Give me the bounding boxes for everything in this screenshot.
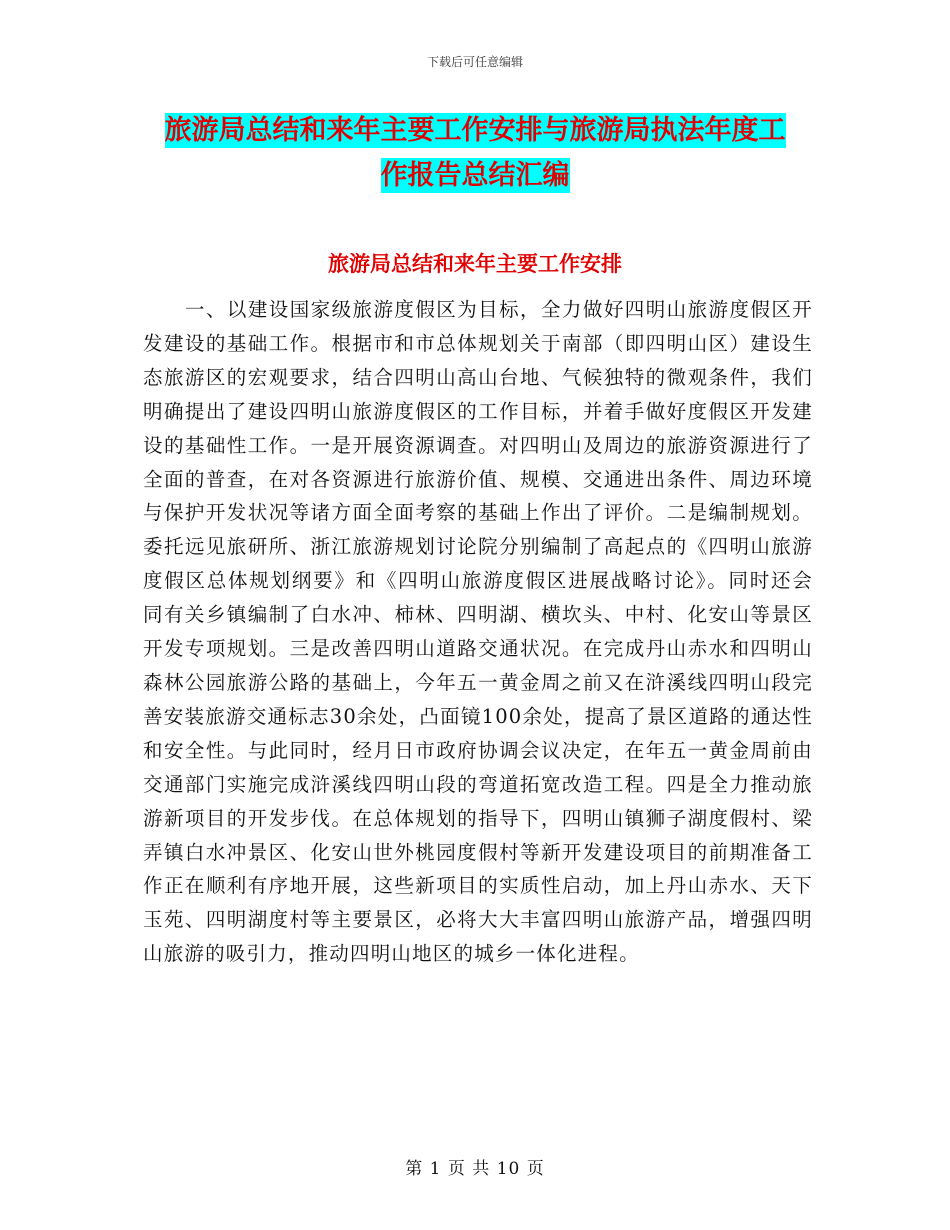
header-note: 下载后可任意编辑 (426, 55, 523, 69)
document-title (140, 108, 810, 198)
page-number-footer: 第 1 页 共 10 页 (405, 1159, 545, 1179)
document-title-line-2: 作报告总结汇编 (380, 160, 570, 191)
body-paragraph: 一、以建设国家级旅游度假区为目标，全力做好四明山旅游度假区开发建设的基础工作。根据市和市总体规划关于南部（即四明山区）建设生态旅游区的宏观要求，结合四明山高山台地、气候独特的微观条件，我们明确提出了建设四明山旅游度假区的工作目标，并着手做好度假区开发建设的基础性工作。一是开展资源调查。对四明山及周边的旅游资源进行了全面的普查，在对各资源进行旅游价值、规模、交通进出条件、周边环境与保护开发状况等诸方面全面考察的基础上作出了评价。二是编制规划。委托远见旅研所、浙江旅游规划讨论院分别编制了高起点的《四明山旅游度假区总体规划纲要》和《四明山旅游度假区进展战略讨论》。同时还会同有关乡镇编制了白水冲、柿林、四明湖、横坎头、中村、化安山等景区开发专项规划。三是改善四明山道路交通状况。在完成丹山赤水和四明山森林公园旅游公路的基础上，今年五一黄金周之前又在浒溪线四明山段完善安装旅游交通标志30余处，凸面镜100余处，提高了景区道路的通达性和安全性。与此同时，经月日市政府协调会议决定，在年五一黄金周前由交通部门实施完成浒溪线四明山段的弯道拓宽改造工程。四是全力推动旅游新项目的开发步伐。在总体规划的指导下，四明山镇狮子湖度假村、梁弄镇白水冲景区、化安山世外桃园度假村等新开发建设项目的前期准备工作正在顺利有序地开展，这些新项目的实质性启动，加上丹山赤水、天下玉苑、四明湖度村等主要景区，必将大大丰富四明山旅游产品，增强四明山旅游的吸引力，推动四明山地区的城乡一体化进程。 (143, 298, 813, 966)
document-title-line-1: 旅游局总结和来年主要工作安排与旅游局执法年度工 (164, 115, 786, 146)
section-heading: 旅游局总结和来年主要工作安排 (328, 251, 622, 276)
